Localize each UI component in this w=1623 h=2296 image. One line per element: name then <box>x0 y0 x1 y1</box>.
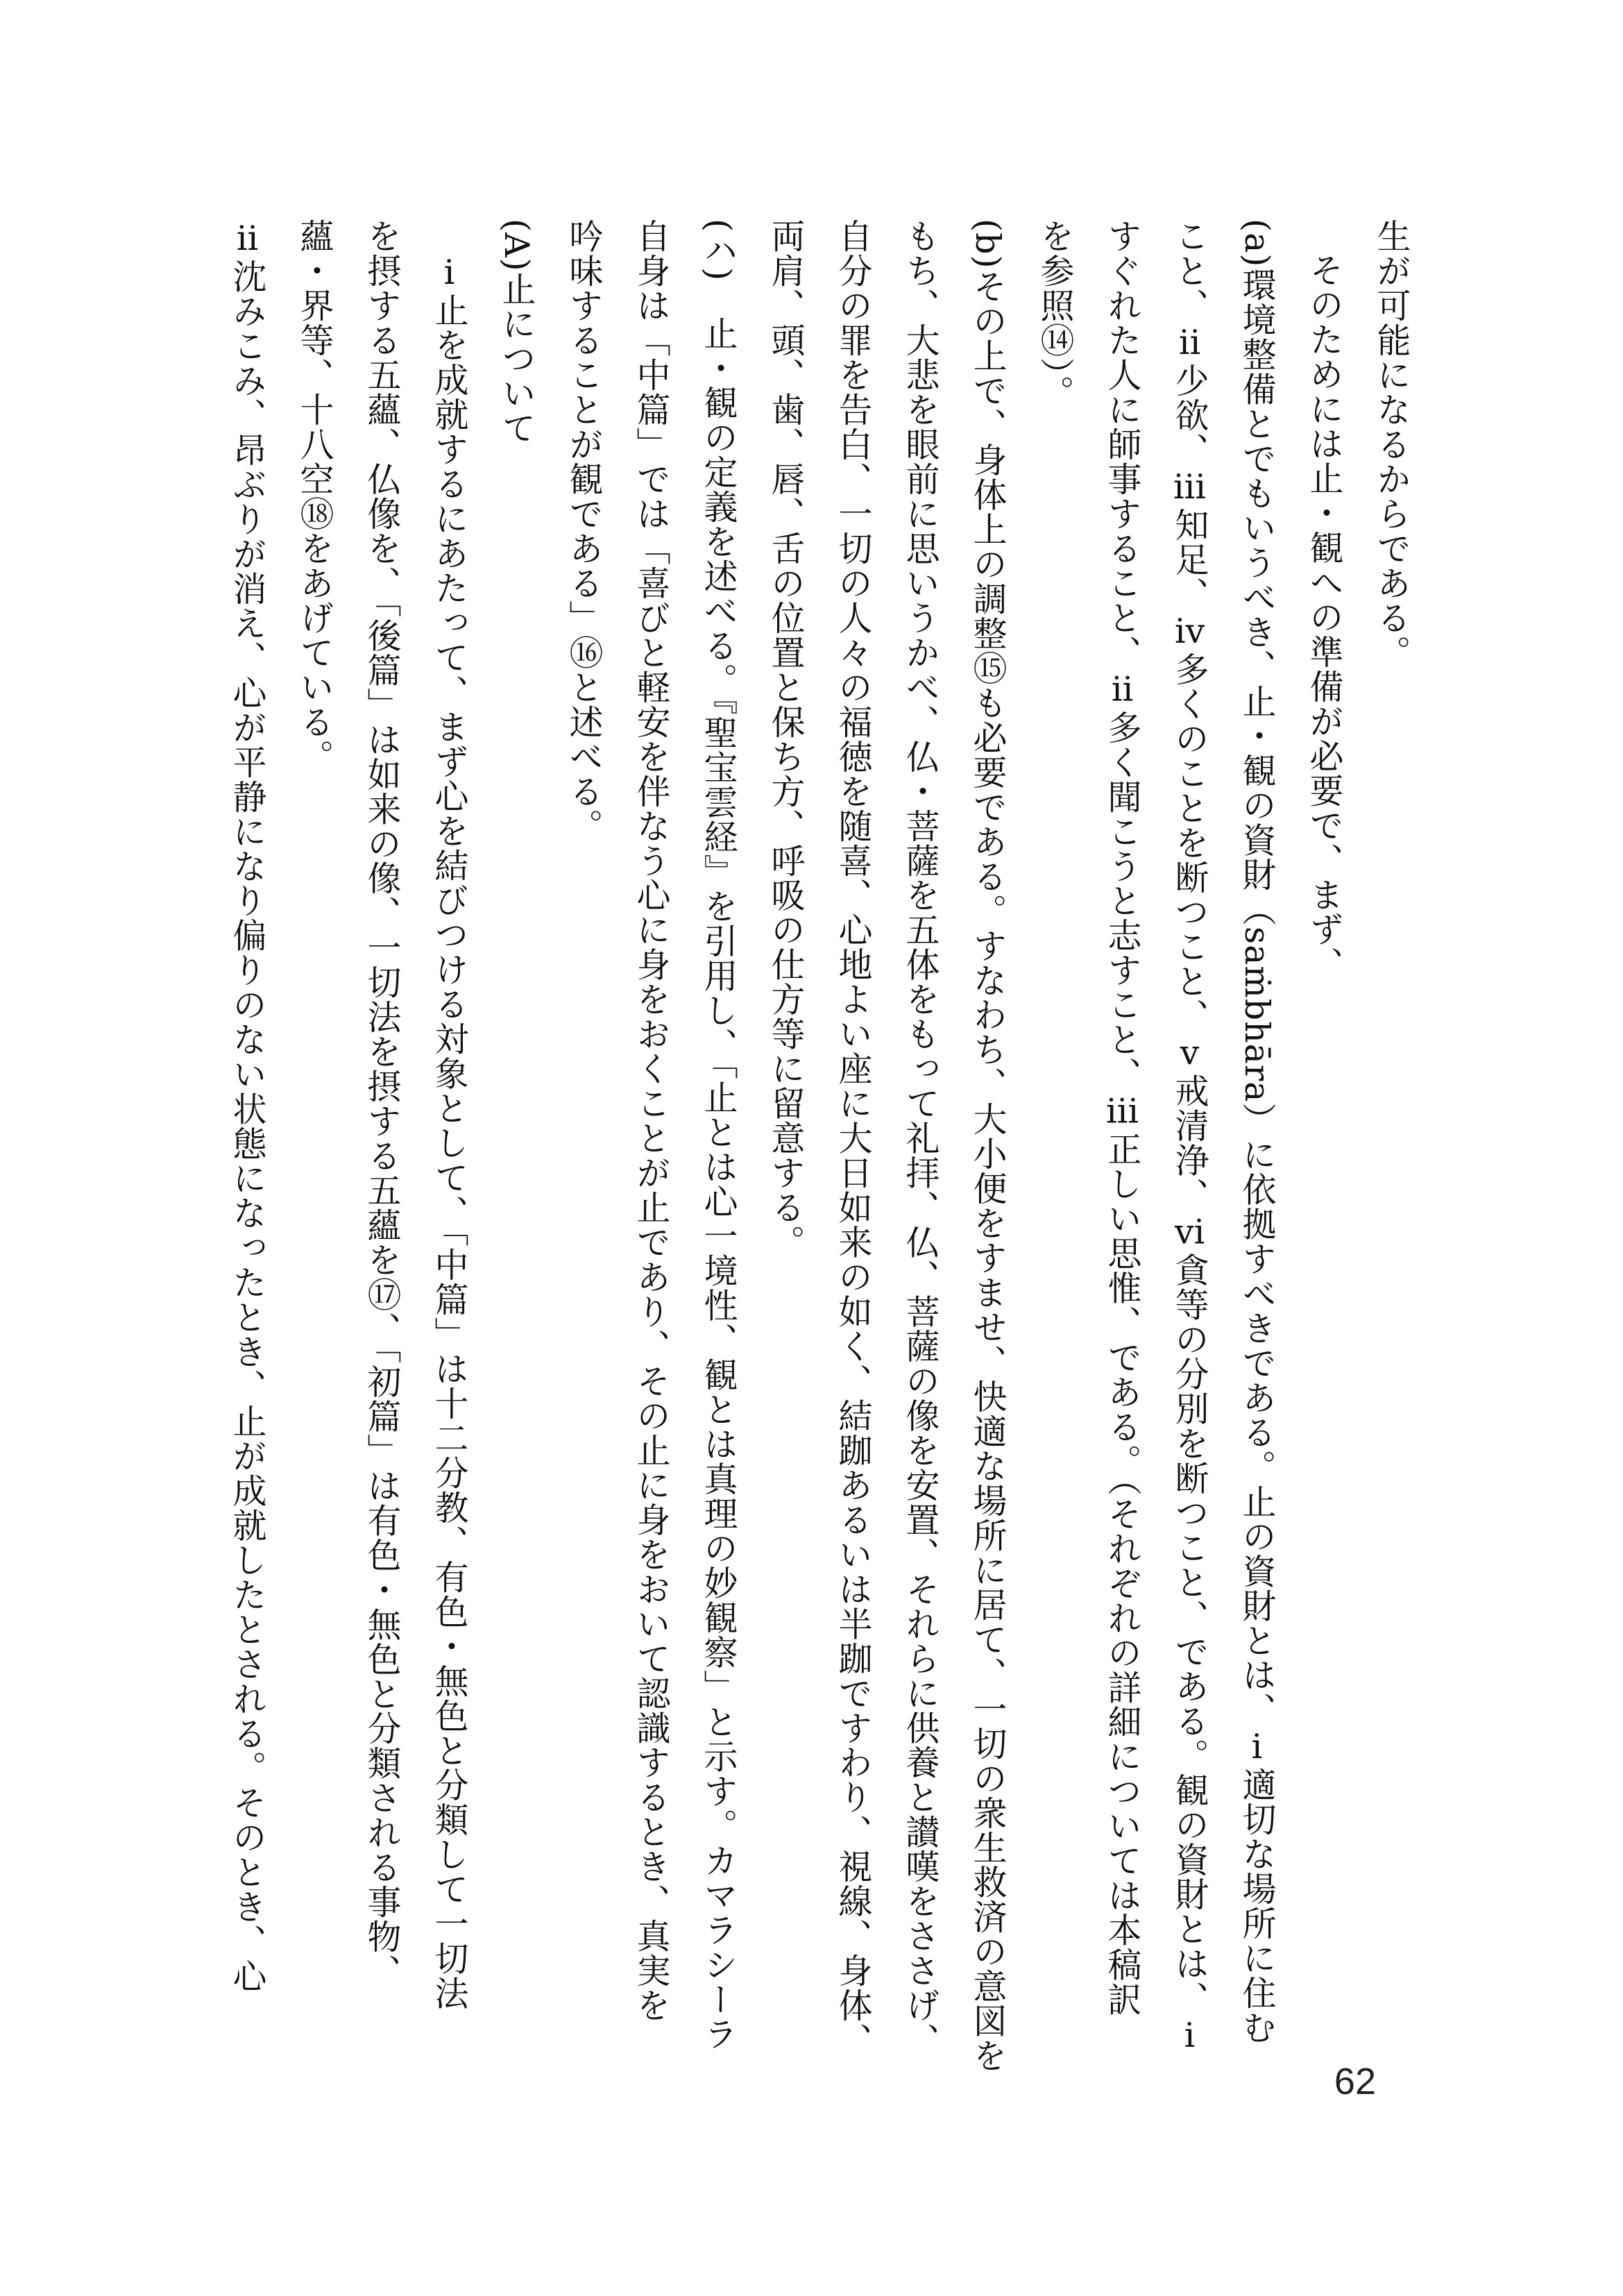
text-line: 生が可能になるからである。 <box>1372 219 1411 670</box>
text-line: そのためには止・観への準備が必要で、まず、 <box>1305 253 1344 981</box>
text-line: 蘊・界等、十八空⑱をあげている。 <box>295 219 334 774</box>
text-line: 自分の罪を告白、一切の人々の福徳を随喜、心地よい座に大日如来の如く、結跏あるいは半跏ですわり、視線、身体、 <box>833 219 873 2057</box>
page-number: 62 <box>1334 2061 1376 2102</box>
text-line: こと、ⅱ少欲、ⅲ知足、ⅳ多くのことを断つこと、ⅴ戒清浄、ⅵ貪等の分別を断つこと、である。観の資財とは、ⅰ <box>1170 219 1209 2056</box>
vertical-text-body <box>214 219 1425 2073</box>
section-heading: (A)止について <box>497 219 536 446</box>
text-line: を参照⑭）。 <box>1035 219 1075 410</box>
text-line: すぐれた人に師事すること、ⅱ多く聞こうと志すこと、ⅲ正しい思惟、である。（それぞれの詳細については本稿訳 <box>1103 219 1142 2017</box>
text-line: (ハ) 止・観の定義を述べる。『聖宝雲経』を引用し、「止とは心一境性、観とは真理の妙観察」と示す。カマラシーラ <box>699 219 738 2052</box>
text-line: (b)その上で、身体上の調整⑮も必要である。すなわち、大小便をすませ、快適な場所に居て、一切の衆生救済の意図を <box>968 219 1008 2073</box>
text-line: (a)環境整備とでもいうべき、止・観の資財（saṁbhāra）に依拠すべきである。止の資財とは、ⅰ適切な場所に住む <box>1237 219 1277 2045</box>
text-line: ⅱ沈みこみ、昂ぶりが消え、心が平静になり偏りのない状態になったとき、止が成就したとされる。そのとき、心 <box>228 219 267 1993</box>
text-line: ⅰ止を成就するにあたって、まず心を結びつける対象として、「中篇」は十二分教、有色・無色と分類して一切法 <box>430 253 469 2011</box>
text-line: もち、大悲を眼前に思いうかべ、仏・菩薩を五体をもって礼拝、仏、菩薩の像を安置、それらに供養と讃嘆をささげ、 <box>901 219 940 2057</box>
text-line: を摂する五蘊、仏像を、「後篇」は如来の像、一切法を摂する五蘊を⑰、「初篇」は有色・無色と分類される事物、 <box>362 219 402 1989</box>
text-line: 両肩、頭、歯、唇、舌の位置と保ち方、呼吸の仕方等に留意する。 <box>766 219 806 1260</box>
text-line: 吟味することが観である」⑯と述べる。 <box>564 219 604 843</box>
text-line: 自身は「中篇」では「喜びと軽安を伴なう心に身をおくことが止であり、その止に身をおいて認識するとき、真実を <box>631 219 671 2023</box>
